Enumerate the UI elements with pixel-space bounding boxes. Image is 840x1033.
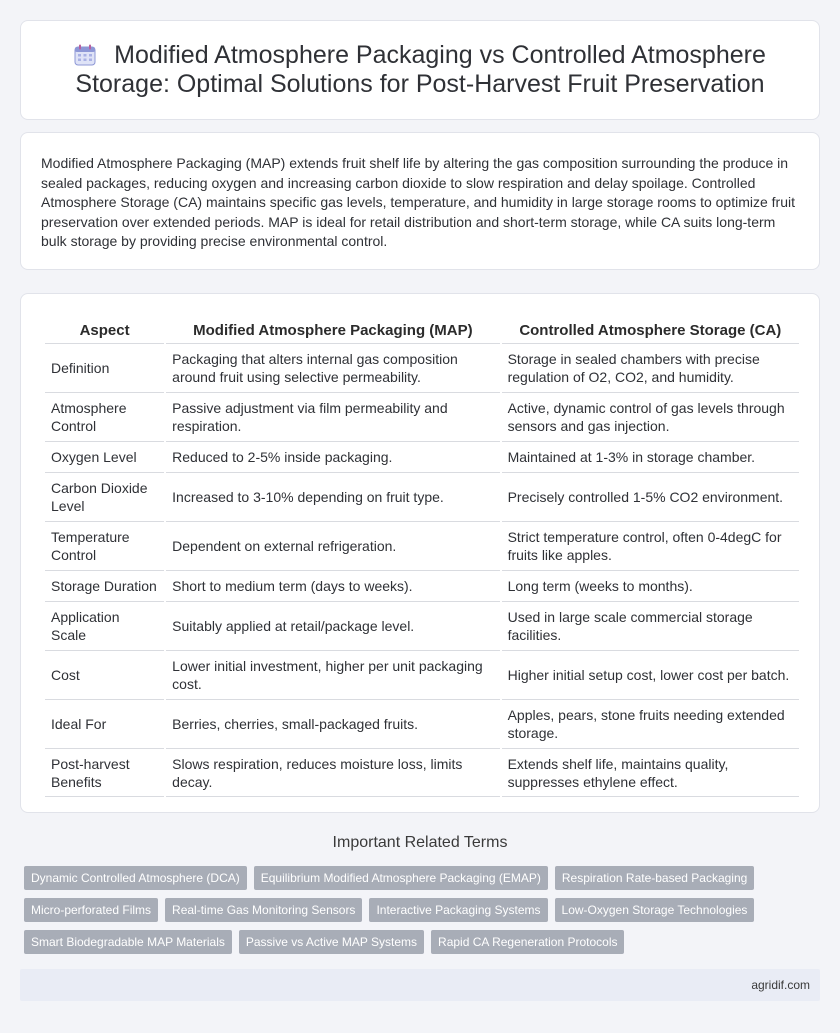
related-terms-title: Important Related Terms xyxy=(332,834,508,851)
header-map: Modified Atmosphere Packaging (MAP) xyxy=(193,322,473,339)
tag-row xyxy=(24,898,824,922)
cell-ca: Strict temperature control, often 0-4degC for fruits like apples. xyxy=(502,521,799,570)
related-terms-tags xyxy=(24,866,824,962)
cell-aspect: Application Scale xyxy=(45,601,164,650)
cell-aspect: Temperature Control xyxy=(45,521,164,570)
calendar-icon xyxy=(74,44,96,66)
cell-ca: Extends shelf life, maintains quality, suppresses ethylene effect. xyxy=(502,748,799,797)
cell-map: Slows respiration, reduces moisture loss, limits decay. xyxy=(166,748,499,797)
table-row xyxy=(45,570,799,601)
cell-map: Berries, cherries, small-packaged fruits. xyxy=(166,699,499,748)
intro-paragraph: Modified Atmosphere Packaging (MAP) extends fruit shelf life by altering the gas composition surrounding the produce in sealed packages, reducing oxygen and increasing carbon dioxide to slow respiration and delay spoilage. Controlled Atmosphere Storage (CA) maintains specific gas levels, temperature, and humidity in large storage rooms to optimize fruit preservation over extended periods. MAP is ideal for retail distribution and short-term storage, while CA suits long-term bulk storage by providing precise environmental control. xyxy=(41,155,796,249)
table-row xyxy=(45,441,799,472)
intro-card xyxy=(20,132,820,270)
title-card xyxy=(20,20,820,120)
related-term-tag[interactable]: Dynamic Controlled Atmosphere (DCA) xyxy=(24,866,247,890)
table-row xyxy=(45,601,799,650)
table-header-row xyxy=(45,311,799,343)
cell-map: Suitably applied at retail/package level. xyxy=(166,601,499,650)
table-row xyxy=(45,521,799,570)
table-row xyxy=(45,650,799,699)
cell-ca: Active, dynamic control of gas levels through sensors and gas injection. xyxy=(502,392,799,441)
cell-aspect: Ideal For xyxy=(45,699,164,748)
cell-aspect: Oxygen Level xyxy=(45,441,164,472)
table-row xyxy=(45,392,799,441)
related-term-tag[interactable]: Passive vs Active MAP Systems xyxy=(239,930,424,954)
table-row xyxy=(45,472,799,521)
cell-map: Reduced to 2-5% inside packaging. xyxy=(166,441,499,472)
table-row xyxy=(45,343,799,392)
title-line-1: Modified Atmosphere Packaging vs Controlled Atmosphere xyxy=(114,41,766,69)
footer-site[interactable]: agridif.com xyxy=(751,978,810,992)
comparison-table xyxy=(43,311,801,797)
cell-map: Lower initial investment, higher per unit packaging cost. xyxy=(166,650,499,699)
cell-map: Increased to 3-10% depending on fruit type. xyxy=(166,472,499,521)
header-aspect: Aspect xyxy=(79,322,130,339)
cell-aspect: Definition xyxy=(45,343,164,392)
cell-ca: Used in large scale commercial storage facilities. xyxy=(502,601,799,650)
page-title xyxy=(74,41,766,99)
cell-ca: Precisely controlled 1-5% CO2 environment. xyxy=(502,472,799,521)
cell-map: Short to medium term (days to weeks). xyxy=(166,570,499,601)
title-line-2: Storage: Optimal Solutions for Post-Harvest Fruit Preservation xyxy=(75,70,765,98)
cell-aspect: Storage Duration xyxy=(45,570,164,601)
related-term-tag[interactable]: Interactive Packaging Systems xyxy=(369,898,547,922)
footer xyxy=(20,969,820,1001)
related-term-tag[interactable]: Rapid CA Regeneration Protocols xyxy=(431,930,624,954)
related-term-tag[interactable]: Low-Oxygen Storage Technologies xyxy=(555,898,755,922)
header-ca: Controlled Atmosphere Storage (CA) xyxy=(519,322,782,339)
cell-ca: Apples, pears, stone fruits needing extended storage. xyxy=(502,699,799,748)
cell-aspect: Atmosphere Control xyxy=(45,392,164,441)
related-term-tag[interactable]: Real-time Gas Monitoring Sensors xyxy=(165,898,362,922)
cell-ca: Long term (weeks to months). xyxy=(502,570,799,601)
cell-aspect: Carbon Dioxide Level xyxy=(45,472,164,521)
related-term-tag[interactable]: Micro-perforated Films xyxy=(24,898,158,922)
table-row xyxy=(45,699,799,748)
table-row xyxy=(45,748,799,797)
cell-aspect: Post-harvest Benefits xyxy=(45,748,164,797)
related-term-tag[interactable]: Equilibrium Modified Atmosphere Packaging (EMAP) xyxy=(254,866,548,890)
related-term-tag[interactable]: Smart Biodegradable MAP Materials xyxy=(24,930,232,954)
cell-map: Dependent on external refrigeration. xyxy=(166,521,499,570)
related-term-tag[interactable]: Respiration Rate-based Packaging xyxy=(555,866,754,890)
cell-ca: Maintained at 1-3% in storage chamber. xyxy=(502,441,799,472)
comparison-card xyxy=(20,293,820,813)
tag-row xyxy=(24,866,824,890)
cell-ca: Storage in sealed chambers with precise regulation of O2, CO2, and humidity. xyxy=(502,343,799,392)
cell-ca: Higher initial setup cost, lower cost per batch. xyxy=(502,650,799,699)
cell-aspect: Cost xyxy=(45,650,164,699)
table-body xyxy=(45,343,799,797)
cell-map: Passive adjustment via film permeability and respiration. xyxy=(166,392,499,441)
tag-row xyxy=(24,930,824,954)
cell-map: Packaging that alters internal gas composition around fruit using selective permeability. xyxy=(166,343,499,392)
page-title-wrap xyxy=(34,41,806,99)
